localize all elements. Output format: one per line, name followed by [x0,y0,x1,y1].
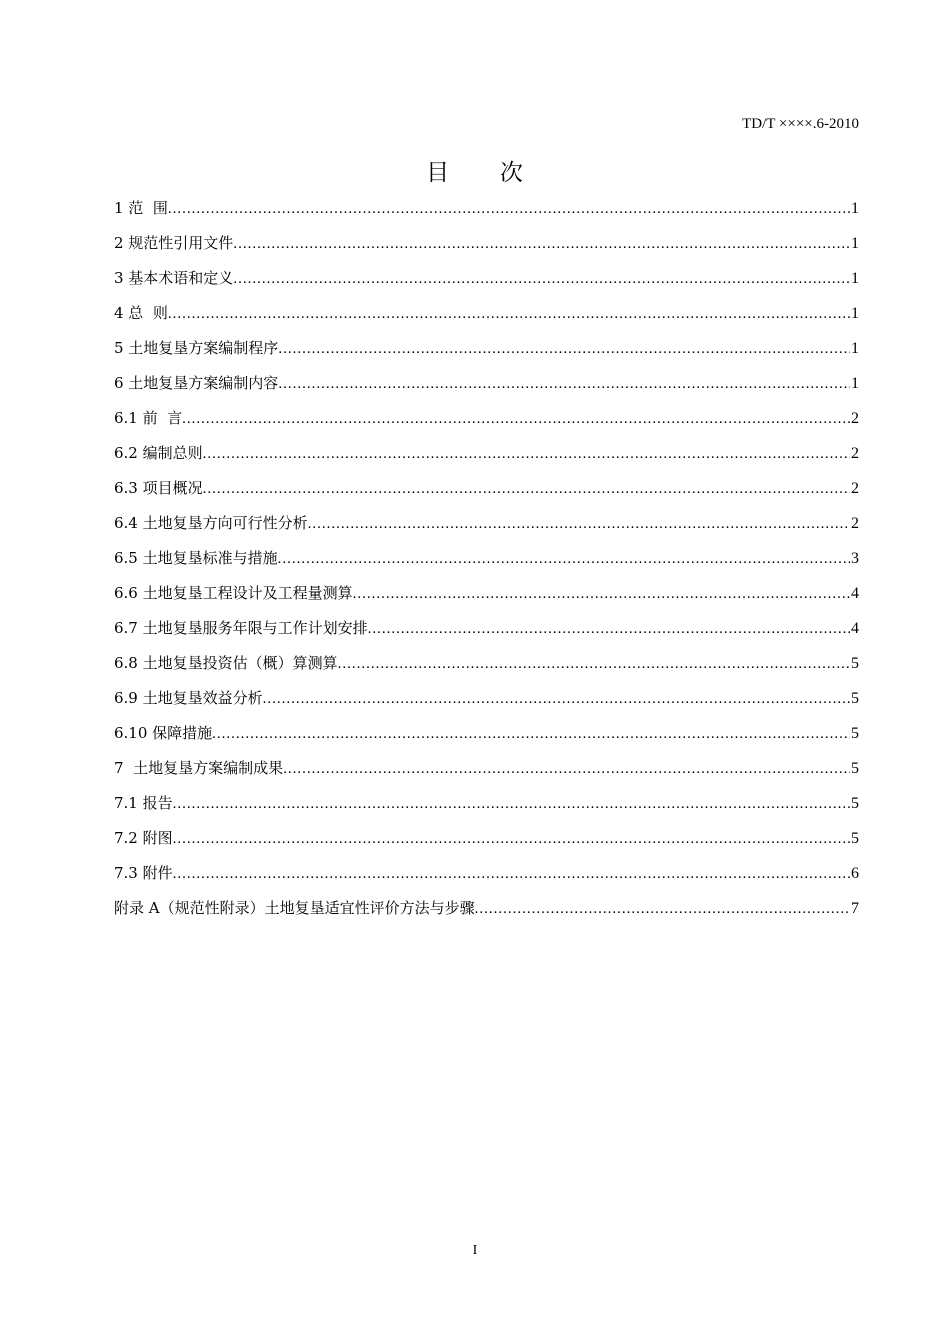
toc-entry[interactable] [114,264,859,299]
toc-entry[interactable] [114,404,859,439]
toc-entry-label: 6.1 前 言 [114,409,183,427]
toc-entry-label: 6.6 土地复垦工程设计及工程量测算 [114,584,353,602]
toc-entry-page: 4 [851,585,859,602]
page-number: I [472,1243,478,1258]
toc-entry-label: 6.7 土地复垦服务年限与工作计划安排 [114,619,368,637]
toc-entry-page: 2 [851,480,859,497]
toc-entry[interactable] [114,474,859,509]
toc-entry-label: 6 土地复垦方案编制内容 [114,374,279,392]
toc-dot-leader [168,195,850,223]
toc-entry-page: 1 [851,235,859,252]
toc-entry-label: 6.9 土地复垦效益分析 [114,689,263,707]
toc-dot-leader [353,580,850,608]
toc-entry[interactable] [114,369,859,404]
toc-entry-label: 6.4 土地复垦方向可行性分析 [114,514,308,532]
toc-entry[interactable] [114,544,859,579]
toc-entry-page: 5 [851,760,859,777]
toc-entry[interactable] [114,334,859,369]
toc-entry[interactable] [114,859,859,894]
toc-dot-leader [278,545,850,573]
toc-dot-leader [173,825,850,853]
toc-entry-page: 1 [851,340,859,357]
toc-entry-page: 6 [851,865,859,882]
toc-dot-leader [308,510,850,538]
toc-entry[interactable] [114,824,859,859]
toc-entry[interactable] [114,579,859,614]
toc-dot-leader [278,335,850,363]
toc-entry-label: 7.3 附件 [114,864,173,882]
toc-dot-leader [263,685,850,713]
toc-dot-leader [212,720,850,748]
toc-dot-leader [203,440,850,468]
toc-entry-page: 5 [851,725,859,742]
toc-entry-label: 6.10 保障措施 [114,724,213,742]
toc-title: 目 次 [426,160,524,186]
toc-dot-leader [233,265,850,293]
toc-dot-leader [203,475,850,503]
toc-entry-label: 7.1 报告 [114,794,173,812]
toc-entry-page: 1 [851,270,859,287]
toc-entry-page: 5 [851,795,859,812]
toc-entry-page: 1 [851,305,859,322]
toc-entry-label: 1 范 围 [114,199,168,217]
toc-entry[interactable] [114,684,859,719]
toc-entry[interactable] [114,894,859,929]
toc-entry[interactable] [114,754,859,789]
toc-entry-label: 6.3 项目概况 [114,479,203,497]
toc-entry-label: 5 土地复垦方案编制程序 [114,339,279,357]
document-code: TD/T ××××.6-2010 [742,116,859,132]
toc-dot-leader [283,755,850,783]
toc-dot-leader [338,650,850,678]
toc-entry[interactable] [114,649,859,684]
toc-dot-leader [173,860,850,888]
toc-entry-label: 6.5 土地复垦标准与措施 [114,549,278,567]
toc-dot-leader [173,790,850,818]
toc-entry-label: 3 基本术语和定义 [114,269,234,287]
toc-entry[interactable] [114,194,859,229]
toc-entry-label: 7 土地复垦方案编制成果 [114,759,284,777]
toc-entry-page: 3 [851,550,859,567]
toc-entry-label: 6.2 编制总则 [114,444,203,462]
toc-dot-leader [475,895,850,923]
toc-entry-label: 6.8 土地复垦投资估（概）算测算 [114,654,338,672]
toc-entry-page: 2 [851,410,859,427]
toc-entry-page: 2 [851,445,859,462]
toc-entry-page: 1 [851,200,859,217]
toc-entry-page: 5 [851,690,859,707]
toc-entry-page: 7 [851,900,859,917]
toc-entry[interactable] [114,509,859,544]
toc-entry[interactable] [114,299,859,334]
toc-dot-leader [168,300,850,328]
toc-dot-leader [182,405,850,433]
toc-entry-page: 4 [851,620,859,637]
toc-entry-page: 2 [851,515,859,532]
toc-dot-leader [368,615,850,643]
toc-entry-label: 附录 A（规范性附录）土地复垦适宜性评价方法与步骤 [114,899,475,917]
toc-entry-page: 5 [851,830,859,847]
toc-entry-label: 7.2 附图 [114,829,173,847]
toc-entry[interactable] [114,439,859,474]
toc-entry-page: 1 [851,375,859,392]
toc-dot-leader [278,370,850,398]
toc-entry-page: 5 [851,655,859,672]
toc-entry[interactable] [114,789,859,824]
toc-dot-leader [233,230,850,258]
toc-entry-label: 2 规范性引用文件 [114,234,234,252]
toc-entry[interactable] [114,614,859,649]
toc-entry-label: 4 总 则 [114,304,168,322]
toc-list [114,194,859,929]
toc-entry[interactable] [114,719,859,754]
toc-entry[interactable] [114,229,859,264]
